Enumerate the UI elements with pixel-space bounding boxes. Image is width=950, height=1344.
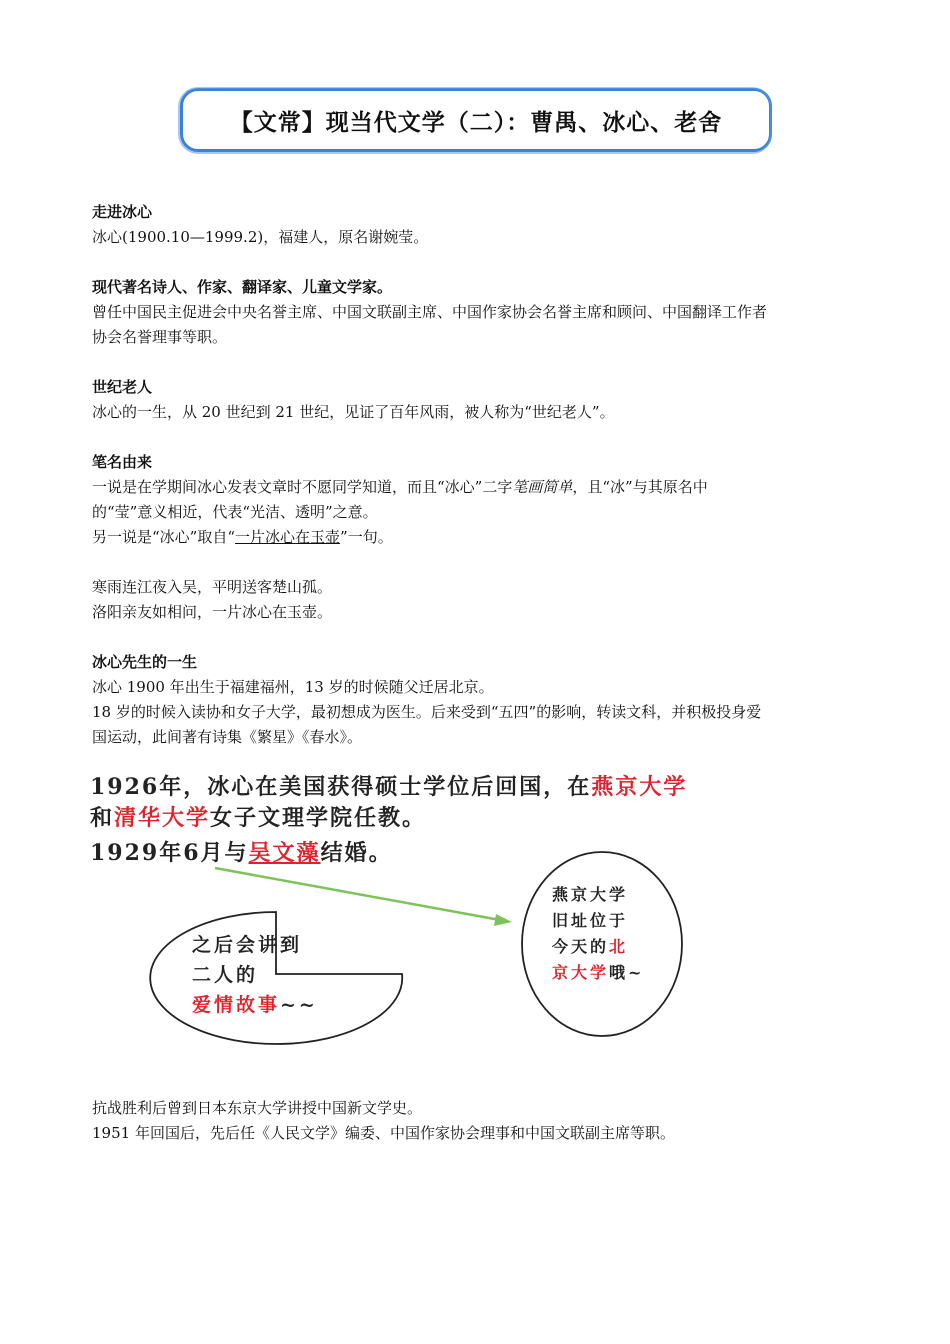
life-text-3: 国运动，此间著有诗集《繁星》《春水》。	[92, 728, 363, 746]
page-title: 【文常】现当代文学（二）：曹禺、冰心、老舍	[229, 109, 723, 136]
section-heading-intro: 走进冰心	[92, 203, 153, 221]
italic-phrase: 笔画简单	[512, 478, 573, 496]
poem-line-2: 洛阳亲友如相问，一片冰心在玉壶。	[92, 603, 333, 621]
penname-line-3: 另一说是“冰心”取自“一片冰心在玉壶”一句。	[92, 528, 393, 546]
section-heading-century: 世纪老人	[92, 378, 153, 396]
section-heading-penname: 笔名由来	[92, 453, 153, 471]
figure-line-1: 1926年，冰心在美国获得硕士学位后回国，在燕京大学	[90, 774, 688, 800]
bottom-content	[92, 1096, 862, 1146]
illustration-figure	[90, 764, 710, 1054]
century-text: 冰心的一生，从 20 世纪到 21 世纪，见证了百年风雨，被人称为“世纪老人”。	[92, 403, 615, 421]
return-text: 1951 年回国后，先后任《人民文学》编委、中国作家协会理事和中国文联副主席等职。	[92, 1124, 675, 1142]
title-box	[180, 88, 772, 152]
section-heading-life: 冰心先生的一生	[92, 653, 198, 671]
main-content	[92, 200, 862, 750]
figure-line-3: 1929年6月与吴文藻结婚。	[90, 840, 393, 866]
section-heading-roles: 现代著名诗人、作家、翻译家、儿童文学家。	[92, 278, 393, 296]
intro-text: 冰心(1900.10—1999.2)，福建人，原名谢婉莹。	[92, 228, 429, 246]
roles-text-1: 曾任中国民主促进会中央名誉主席、中国文联副主席、中国作家协会名誉主席和顾问、中国翻译工作者	[92, 303, 768, 321]
life-text-1: 冰心 1900 年出生于福建福州，13 岁的时候随父迁居北京。	[92, 678, 494, 696]
life-text-2: 18 岁的时候入读协和女子大学，最初想成为医生。后来受到“五四”的影响，转读文科，并积极投身爱	[92, 703, 762, 721]
penname-line-2: 的“莹”意义相近，代表“光洁、透明”之意。	[92, 503, 378, 521]
poem-line-1: 寒雨连江夜入吴，平明送客楚山孤。	[92, 578, 333, 596]
pie-caption: 之后会讲到 二人的 爱情故事~~	[192, 934, 318, 1016]
circle-caption: 燕京大学 旧址位于 今天的北 京大学哦~	[552, 885, 645, 982]
arrow-head	[494, 914, 512, 926]
penname-line-1: 一说是在学期间冰心发表文章时不愿同学知道，而且“冰心”二字笔画简单，且“冰”与其原名中	[92, 478, 708, 496]
figure-line-2: 和清华大学女子文理学院任教。	[90, 805, 427, 831]
roles-text-2: 协会名誉理事等职。	[92, 328, 228, 346]
underlined-quote: 一片冰心在玉壶	[235, 528, 341, 546]
postwar-text: 抗战胜利后曾到日本东京大学讲授中国新文学史。	[92, 1099, 423, 1117]
